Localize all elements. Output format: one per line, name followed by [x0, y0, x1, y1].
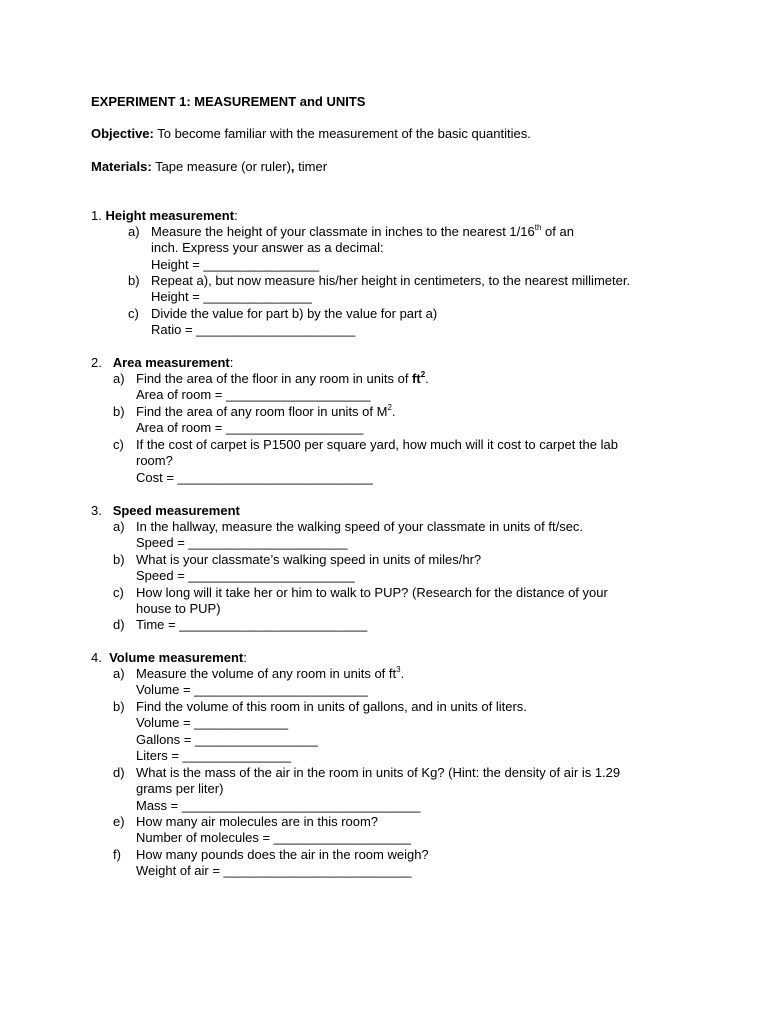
- item-text: How many pounds does the air in the room weigh?: [136, 847, 429, 862]
- section-4-heading: Volume measurement: [109, 650, 244, 665]
- ratio-answer: Ratio = ______________________: [151, 322, 356, 338]
- materials-label: Materials:: [91, 159, 152, 174]
- item-marker: c): [113, 585, 124, 600]
- section-3-heading: Speed measurement: [112, 503, 240, 518]
- item-text: Divide the value for part b) by the value for part a): [151, 306, 438, 321]
- liters-answer: Liters = _______________: [136, 747, 292, 763]
- item-marker: b): [128, 273, 140, 288]
- section-1-header: [91, 208, 238, 224]
- item-marker: c): [113, 437, 124, 452]
- item-marker: d): [113, 617, 125, 632]
- section-2-header: [91, 355, 233, 371]
- area-ft2-answer: Area of room = ____________________: [136, 387, 371, 403]
- item-marker: b): [113, 699, 125, 714]
- speed-ftsec-answer: Speed = ______________________: [136, 535, 348, 551]
- item-text: inch. Express your answer as a decimal:: [151, 240, 384, 256]
- item-text: Find the area of any room floor in units of $M^2$.: [136, 402, 396, 419]
- item-text: Measure the volume of any room in units of $ft^3$.: [136, 664, 405, 681]
- section-3-header: [91, 503, 240, 519]
- item-text: grams per liter): [136, 781, 224, 797]
- item-text: How long will it take her or him to walk to PUP? (Research for the distance of your: [136, 585, 608, 600]
- item-text: Find the area of the floor in any room in units of $ft^2$.: [136, 369, 429, 386]
- item-marker: c): [128, 306, 139, 321]
- section-4-number: 4.: [91, 650, 102, 665]
- item-text: room?: [136, 453, 173, 469]
- cost-answer: Cost = ___________________________: [136, 469, 373, 485]
- section-4-header: [91, 650, 247, 666]
- item-text: What is the mass of the air in the room in units of Kg? (Hint: the density of air is 1.29: [136, 765, 621, 780]
- materials-line: [91, 159, 327, 175]
- gallons-answer: Gallons = _________________: [136, 731, 318, 747]
- item-text: How many air molecules are in this room?: [136, 814, 379, 829]
- item-marker: a): [113, 519, 125, 534]
- item-text: Measure the height of your classmate in inches to the nearest 1/16th of an: [151, 222, 574, 239]
- molecules-answer: Number of molecules = ___________________: [136, 830, 412, 846]
- objective-label: Objective:: [91, 126, 154, 141]
- section-1-number: 1.: [91, 208, 102, 223]
- document-title: EXPERIMENT 1: MEASUREMENT and UNITS: [91, 94, 366, 109]
- section-3-number: 3.: [91, 503, 102, 518]
- area-m2-answer: Area of room = ___________________: [136, 420, 364, 436]
- item-text: Repeat a), but now measure his/her height in centimeters, to the nearest millimeter.: [151, 273, 631, 288]
- time-answer: Time = __________________________: [136, 617, 368, 632]
- objective-text: To become familiar with the measurement of the basic quantities.: [153, 126, 531, 141]
- section-1-suffix: :: [234, 208, 238, 223]
- speed-mph-answer: Speed = _______________________: [136, 568, 355, 584]
- section-1-heading: Height measurement: [105, 208, 235, 223]
- section-2-number: 2.: [91, 355, 102, 370]
- materials-text-2: timer: [294, 159, 328, 174]
- section-4-suffix: :: [243, 650, 247, 665]
- item-marker: b): [113, 552, 125, 567]
- item-marker: e): [113, 814, 125, 829]
- item-marker: a): [113, 371, 125, 386]
- section-2-suffix: :: [229, 355, 234, 370]
- item-marker: a): [113, 666, 125, 681]
- volume-answer: Volume = _____________: [136, 715, 289, 731]
- item-marker: a): [128, 224, 140, 239]
- item-text: What is your classmate’s walking speed in units of miles/hr?: [136, 552, 482, 567]
- item-text: Find the volume of this room in units of gallons, and in units of liters.: [136, 699, 527, 714]
- mass-answer: Mass = _________________________________: [136, 797, 421, 813]
- section-2-heading: Area measurement: [112, 355, 230, 370]
- item-text: house to PUP): [136, 601, 221, 617]
- height-cm-answer: Height = _______________: [151, 289, 312, 305]
- height-inches-answer: Height = ________________: [151, 256, 320, 272]
- weight-answer: Weight of air = __________________________: [136, 863, 412, 879]
- item-text: In the hallway, measure the walking speed of your classmate in units of ft/sec.: [136, 519, 584, 534]
- item-marker: d): [113, 765, 125, 780]
- item-marker: f): [113, 847, 121, 862]
- objective-line: [91, 126, 531, 142]
- item-text: If the cost of carpet is P1500 per square yard, how much will it cost to carpet the lab: [136, 437, 618, 452]
- volume-ft3-answer: Volume = ________________________: [136, 682, 368, 698]
- item-marker: b): [113, 404, 125, 419]
- materials-text-1: Tape measure (or ruler): [151, 159, 291, 174]
- materials-comma: ,: [290, 159, 295, 174]
